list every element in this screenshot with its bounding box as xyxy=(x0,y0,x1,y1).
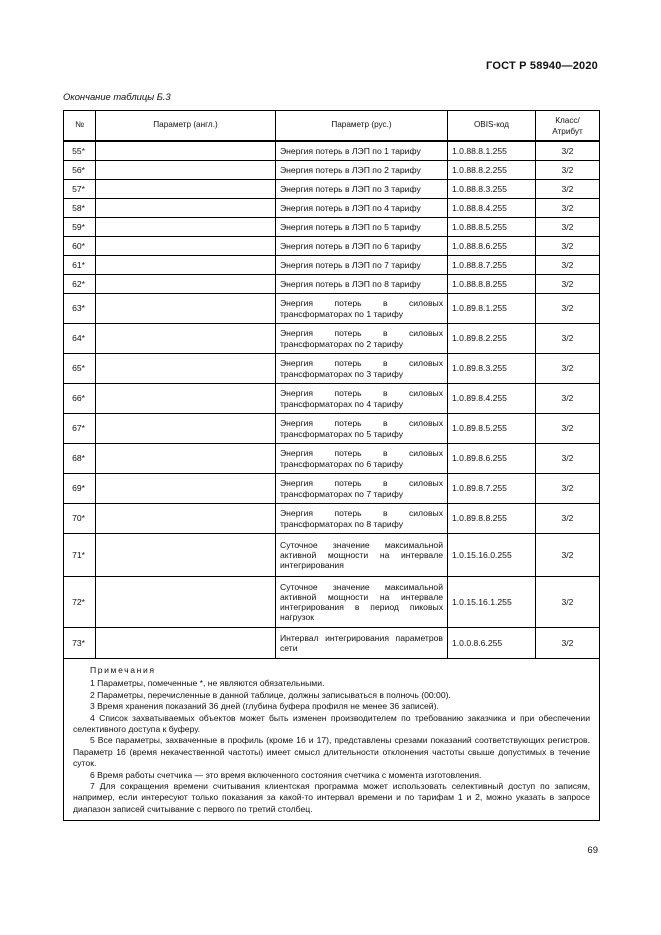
cell-num: 72* xyxy=(64,577,96,628)
cell-obis: 1.0.88.8.5.255 xyxy=(448,218,536,237)
table-header-row xyxy=(64,111,600,142)
table-row xyxy=(64,504,600,534)
cell-num: 73* xyxy=(64,628,96,659)
note-item: 1 Параметры, помеченные *, не являются обязательными. xyxy=(90,678,325,689)
col-header-class-attr: Класс/ Атрибут xyxy=(536,111,600,142)
cell-num: 68* xyxy=(64,444,96,474)
cell-param-en xyxy=(96,504,276,534)
cell-param-ru: Суточное значение максимальной активной мощности на интервале интегрирования xyxy=(276,534,448,577)
page-number: 69 xyxy=(587,845,598,856)
cell-num: 55* xyxy=(64,141,96,161)
cell-class-attr: 3/2 xyxy=(536,141,600,161)
cell-param-en xyxy=(96,275,276,294)
cell-obis: 1.0.88.8.1.255 xyxy=(448,141,536,161)
parameters-table xyxy=(63,110,600,821)
cell-obis: 1.0.88.8.4.255 xyxy=(448,199,536,218)
table-caption: Окончание таблицы Б.3 xyxy=(63,91,171,102)
table-row xyxy=(64,384,600,414)
cell-param-ru: Энергия потерь в силовых трансформаторах по 7 тарифу xyxy=(276,474,448,504)
col-header-num: № xyxy=(64,111,96,142)
table-row xyxy=(64,414,600,444)
cell-obis: 1.0.0.8.6.255 xyxy=(448,628,536,659)
cell-class-attr: 3/2 xyxy=(536,444,600,474)
cell-num: 59* xyxy=(64,218,96,237)
table-row xyxy=(64,275,600,294)
cell-param-en xyxy=(96,474,276,504)
cell-num: 56* xyxy=(64,161,96,180)
cell-param-ru: Энергия потерь в ЛЭП по 7 тарифу xyxy=(276,256,448,275)
cell-param-ru: Энергия потерь в ЛЭП по 4 тарифу xyxy=(276,199,448,218)
cell-param-en xyxy=(96,294,276,324)
cell-num: 63* xyxy=(64,294,96,324)
table-row xyxy=(64,180,600,199)
note-item: 7 Для сокращения времени считывания клиентская программа может использовать селективный доступ по записям, например, если интересуют только показания за какой-то интервал времени и по тарифам 1 и 2, можно указать в запросе диапазон записей считывание с первого по третий столбец. xyxy=(73,781,590,814)
cell-param-en xyxy=(96,180,276,199)
cell-obis: 1.0.89.8.8.255 xyxy=(448,504,536,534)
col-header-param-en: Параметр (англ.) xyxy=(96,111,276,142)
col-header-param-ru: Параметр (рус.) xyxy=(276,111,448,142)
cell-class-attr: 3/2 xyxy=(536,180,600,199)
cell-param-ru: Энергия потерь в силовых трансформаторах по 8 тарифу xyxy=(276,504,448,534)
cell-param-en xyxy=(96,324,276,354)
notes-title: Примечания xyxy=(90,665,156,675)
cell-obis: 1.0.15.16.0.255 xyxy=(448,534,536,577)
cell-param-en xyxy=(96,256,276,275)
cell-param-ru: Энергия потерь в силовых трансформаторах по 5 тарифу xyxy=(276,414,448,444)
cell-param-en xyxy=(96,141,276,161)
cell-class-attr: 3/2 xyxy=(536,384,600,414)
cell-param-en xyxy=(96,161,276,180)
cell-param-ru: Энергия потерь в ЛЭП по 1 тарифу xyxy=(276,141,448,161)
cell-num: 65* xyxy=(64,354,96,384)
cell-class-attr: 3/2 xyxy=(536,218,600,237)
cell-class-attr: 3/2 xyxy=(536,324,600,354)
cell-num: 69* xyxy=(64,474,96,504)
cell-param-ru: Энергия потерь в ЛЭП по 3 тарифу xyxy=(276,180,448,199)
table-row xyxy=(64,324,600,354)
cell-num: 64* xyxy=(64,324,96,354)
cell-obis: 1.0.88.8.2.255 xyxy=(448,161,536,180)
cell-param-en xyxy=(96,354,276,384)
cell-obis: 1.0.89.8.6.255 xyxy=(448,444,536,474)
cell-param-ru: Суточное значение максимальной активной мощности на интервале интегрирования в период пиковых нагрузок xyxy=(276,577,448,628)
cell-obis: 1.0.89.8.3.255 xyxy=(448,354,536,384)
cell-param-ru: Энергия потерь в силовых трансформаторах по 4 тарифу xyxy=(276,384,448,414)
cell-num: 62* xyxy=(64,275,96,294)
table-row xyxy=(64,534,600,577)
cell-param-en xyxy=(96,218,276,237)
table-row xyxy=(64,628,600,659)
cell-obis: 1.0.89.8.2.255 xyxy=(448,324,536,354)
cell-param-ru: Энергия потерь в ЛЭП по 8 тарифу xyxy=(276,275,448,294)
cell-param-ru: Энергия потерь в силовых трансформаторах по 3 тарифу xyxy=(276,354,448,384)
cell-param-en xyxy=(96,534,276,577)
cell-obis: 1.0.89.8.1.255 xyxy=(448,294,536,324)
note-item: 6 Время работы счетчика — это время включенного состояния счетчика с момента изготовления. xyxy=(90,769,482,780)
cell-param-ru: Энергия потерь в ЛЭП по 2 тарифу xyxy=(276,161,448,180)
cell-num: 70* xyxy=(64,504,96,534)
cell-num: 61* xyxy=(64,256,96,275)
cell-param-en xyxy=(96,444,276,474)
cell-class-attr: 3/2 xyxy=(536,577,600,628)
cell-param-en xyxy=(96,628,276,659)
table-row xyxy=(64,218,600,237)
cell-num: 57* xyxy=(64,180,96,199)
table-row xyxy=(64,474,600,504)
table-row xyxy=(64,161,600,180)
cell-class-attr: 3/2 xyxy=(536,256,600,275)
table-row xyxy=(64,199,600,218)
cell-num: 58* xyxy=(64,199,96,218)
cell-obis: 1.0.89.8.4.255 xyxy=(448,384,536,414)
cell-obis: 1.0.88.8.8.255 xyxy=(448,275,536,294)
cell-obis: 1.0.88.8.7.255 xyxy=(448,256,536,275)
table-row xyxy=(64,294,600,324)
cell-num: 67* xyxy=(64,414,96,444)
cell-class-attr: 3/2 xyxy=(536,474,600,504)
cell-obis: 1.0.88.8.6.255 xyxy=(448,237,536,256)
cell-param-en xyxy=(96,384,276,414)
notes-cell xyxy=(64,659,600,821)
cell-param-en xyxy=(96,414,276,444)
cell-num: 60* xyxy=(64,237,96,256)
note-item: 4 Список захватываемых объектов может быть изменен производителем по требованию заказчика и при обеспечении селективного доступа к буферу. xyxy=(73,712,590,735)
cell-num: 71* xyxy=(64,534,96,577)
cell-class-attr: 3/2 xyxy=(536,161,600,180)
cell-obis: 1.0.88.8.3.255 xyxy=(448,180,536,199)
cell-class-attr: 3/2 xyxy=(536,237,600,256)
cell-param-ru: Интервал интегрирования параметров сети xyxy=(276,628,448,659)
note-item: 3 Время хранения показаний 36 дней (глубина буфера профиля не менее 36 записей). xyxy=(90,701,439,712)
cell-param-ru: Энергия потерь в ЛЭП по 6 тарифу xyxy=(276,237,448,256)
col-header-obis: OBIS-код xyxy=(448,111,536,142)
cell-num: 66* xyxy=(64,384,96,414)
cell-param-ru: Энергия потерь в силовых трансформаторах по 1 тарифу xyxy=(276,294,448,324)
cell-class-attr: 3/2 xyxy=(536,534,600,577)
cell-obis: 1.0.89.8.5.255 xyxy=(448,414,536,444)
cell-param-ru: Энергия потерь в силовых трансформаторах по 6 тарифу xyxy=(276,444,448,474)
cell-class-attr: 3/2 xyxy=(536,199,600,218)
cell-class-attr: 3/2 xyxy=(536,354,600,384)
table-row xyxy=(64,444,600,474)
cell-class-attr: 3/2 xyxy=(536,504,600,534)
document-code: ГОСТ Р 58940—2020 xyxy=(486,60,598,72)
table-row xyxy=(64,256,600,275)
cell-param-en xyxy=(96,237,276,256)
cell-class-attr: 3/2 xyxy=(536,414,600,444)
note-item: 5 Все параметры, захваченные в профиль (кроме 16 и 17), представлены срезами показаний соответствующих регистров. Параметр 16 (время некачественной частоты) имеет смысл длительности отклонения частоты свыше допустимых в течение суток. xyxy=(73,735,590,769)
table-row xyxy=(64,354,600,384)
cell-class-attr: 3/2 xyxy=(536,294,600,324)
note-item: 2 Параметры, перечисленные в данной таблице, должны записываться в полночь (00:00). xyxy=(90,689,451,700)
cell-param-en xyxy=(96,199,276,218)
cell-param-en xyxy=(96,577,276,628)
table-row xyxy=(64,141,600,161)
cell-class-attr: 3/2 xyxy=(536,275,600,294)
table-row xyxy=(64,237,600,256)
cell-param-ru: Энергия потерь в силовых трансформаторах по 2 тарифу xyxy=(276,324,448,354)
table-row xyxy=(64,577,600,628)
cell-class-attr: 3/2 xyxy=(536,628,600,659)
cell-param-ru: Энергия потерь в ЛЭП по 5 тарифу xyxy=(276,218,448,237)
cell-obis: 1.0.15.16.1.255 xyxy=(448,577,536,628)
cell-obis: 1.0.89.8.7.255 xyxy=(448,474,536,504)
